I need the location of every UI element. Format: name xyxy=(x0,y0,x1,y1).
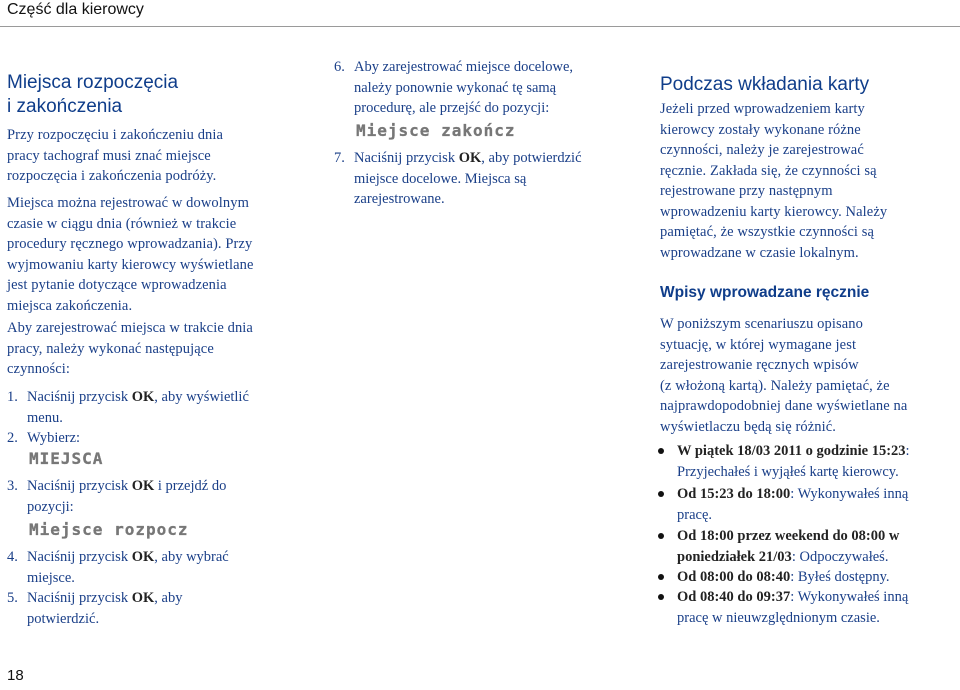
step-1 xyxy=(7,387,307,429)
step-number: 6. xyxy=(334,59,345,75)
text-line: Przy rozpoczęciu i zakończeniu dnia xyxy=(7,127,224,143)
step-text: Wybierz: xyxy=(27,430,81,446)
step-text: , aby wyświetlić xyxy=(154,389,249,405)
bullet-bold-text: Od 08:40 do 09:37 xyxy=(677,589,791,605)
step-number: 4. xyxy=(7,549,18,565)
step-text: potwierdzić. xyxy=(27,610,100,627)
text-line: wyjmowaniu karty kierowcy wyświetlane xyxy=(7,256,254,273)
text-line: Jeżeli przed wprowadzeniem karty xyxy=(660,101,865,117)
page-number: 18 xyxy=(7,667,24,684)
header-title: Część dla kierowcy xyxy=(7,1,144,18)
text-line: ręcznie. Zakłada się, że czynności są xyxy=(660,162,877,179)
bullet-text: : Odpoczywałeś. xyxy=(791,548,889,565)
step-5 xyxy=(7,588,307,630)
procedure-intro xyxy=(7,318,253,380)
text-line: sytuację, w której wymagane jest xyxy=(660,336,857,353)
bullet-item xyxy=(658,484,958,526)
ok-key-label: OK xyxy=(131,590,155,606)
manual-entries-heading: Wpisy wprowadzane ręcznie xyxy=(660,284,870,301)
bullet-item xyxy=(658,441,958,483)
bullet-bold-text: Od 08:00 do 08:40 xyxy=(677,569,791,585)
text-line: W poniższym scenariuszu opisano xyxy=(660,316,863,332)
card-insert-paragraph xyxy=(660,99,887,263)
text-line: wprowadzane w czasie lokalnym. xyxy=(660,244,859,261)
step-text: miejsce. xyxy=(27,569,75,586)
bullet-bold-text: poniedziałek 21/03 xyxy=(677,548,792,565)
ok-key-label: OK xyxy=(131,389,155,405)
bullet-dot-icon xyxy=(658,594,664,600)
display-text-miejsce-rozpocz: Miejsce rozpocz xyxy=(29,520,189,539)
step-text: Aby zarejestrować miejsce docelowe, xyxy=(354,59,574,75)
text-line: czasie w ciągu dnia (również w trakcie xyxy=(7,215,237,232)
step-text: , aby potwierdzić xyxy=(481,150,582,166)
bullet-item xyxy=(658,567,958,588)
step-text: Naciśnij przycisk xyxy=(354,150,459,166)
text-line: pamiętać, że wszystkie czynności są xyxy=(660,224,875,240)
text-line: procedury ręcznego wprowadzania). Przy xyxy=(7,236,253,252)
bullet-dot-icon xyxy=(658,491,664,497)
step-text: procedurę, ale przejść do pozycji: xyxy=(354,100,550,116)
step-number: 7. xyxy=(334,150,345,166)
bullet-text: pracę. xyxy=(677,506,713,523)
bullet-text: pracę w nieuwzględnionym czasie. xyxy=(677,609,880,626)
ok-key-label: OK xyxy=(131,478,155,494)
bullet-text: : Wykonywałeś inną xyxy=(790,589,909,605)
text-line: wyświetlaczu będą się różnić. xyxy=(660,418,837,435)
manual-entries-paragraph xyxy=(660,314,907,437)
text-line: pracy tachograf musi znać miejsce xyxy=(7,147,211,164)
display-text-miejsce-zakoncz: Miejsce zakończ xyxy=(356,121,516,140)
step-text: miejsce docelowe. Miejsca są xyxy=(354,170,527,187)
step-6 xyxy=(334,57,634,119)
step-text: należy ponownie wykonać tę samą xyxy=(354,79,557,96)
step-text: , aby xyxy=(154,590,183,606)
bullet-bold-text: Od 15:23 do 18:00 xyxy=(677,486,791,502)
step-text: i przejdź do xyxy=(154,478,227,494)
bullet-dot-icon xyxy=(658,448,664,454)
text-line: miejsca zakończenia. xyxy=(7,297,133,314)
step-text: Naciśnij przycisk xyxy=(27,478,132,494)
bullet-dot-icon xyxy=(658,574,664,580)
text-line: rejestrowane przy następnym xyxy=(660,183,833,199)
bullet-text: : xyxy=(905,443,910,459)
text-line: zarejestrowanie ręcznych wpisów xyxy=(660,357,859,373)
bullet-text: Przyjechałeś i wyjąłeś kartę kierowcy. xyxy=(677,463,899,480)
text-line: kierowcy zostały wykonane różne xyxy=(660,121,861,138)
step-number: 1. xyxy=(7,389,18,405)
text-line: czynności, należy je zarejestrować xyxy=(660,142,864,158)
step-text: Naciśnij przycisk xyxy=(27,389,132,405)
step-text: zarejestrowane. xyxy=(354,191,445,207)
page-header xyxy=(0,0,960,27)
card-insert-heading: Podczas wkładania karty xyxy=(660,74,870,95)
text-line: rozpoczęcia i zakończenia podróży. xyxy=(7,168,217,184)
step-text: Naciśnij przycisk xyxy=(27,590,132,606)
section-heading-line2: i zakończenia xyxy=(7,96,123,117)
step-2 xyxy=(7,428,307,448)
text-line: wprowadzeniu karty kierowcy. Należy xyxy=(660,203,888,220)
step-text: pozycji: xyxy=(27,498,74,515)
bullet-dot-icon xyxy=(658,533,664,539)
step-text: menu. xyxy=(27,409,63,426)
text-line: Aby zarejestrować miejsca w trakcie dnia xyxy=(7,320,253,336)
bullet-bold-text: W piątek 18/03 2011 o godzinie 15:23 xyxy=(677,443,906,459)
bullet-item xyxy=(658,587,958,629)
bullet-text: : Wykonywałeś inną xyxy=(790,486,909,502)
text-line: (z włożoną kartą). Należy pamiętać, że xyxy=(660,377,890,394)
step-number: 2. xyxy=(7,430,18,446)
text-line: najprawdopodobniej dane wyświetlane na xyxy=(660,398,908,414)
step-text: Naciśnij przycisk xyxy=(27,549,132,565)
places-paragraph xyxy=(7,193,254,316)
bullet-text: : Byłeś dostępny. xyxy=(790,569,890,585)
section-heading-line1: Miejsca rozpoczęcia xyxy=(7,72,179,93)
step-7 xyxy=(334,148,634,210)
display-text-miejsca: MIEJSCA xyxy=(29,449,104,468)
text-line: jest pytanie dotyczące wprowadzenia xyxy=(7,277,227,293)
bullet-item xyxy=(658,526,958,568)
step-text: , aby wybrać xyxy=(154,549,229,565)
bullet-bold-text: Od 18:00 przez weekend do 08:00 w xyxy=(677,528,900,544)
step-number: 5. xyxy=(7,590,18,606)
text-line: pracy, należy wykonać następujące xyxy=(7,340,214,357)
step-4 xyxy=(7,547,307,589)
text-line: czynności: xyxy=(7,361,71,377)
step-number: 3. xyxy=(7,478,18,494)
ok-key-label: OK xyxy=(458,150,482,166)
text-line: Miejsca można rejestrować w dowolnym xyxy=(7,195,249,211)
ok-key-label: OK xyxy=(131,549,155,565)
intro-paragraph xyxy=(7,125,223,187)
step-3 xyxy=(7,476,307,518)
